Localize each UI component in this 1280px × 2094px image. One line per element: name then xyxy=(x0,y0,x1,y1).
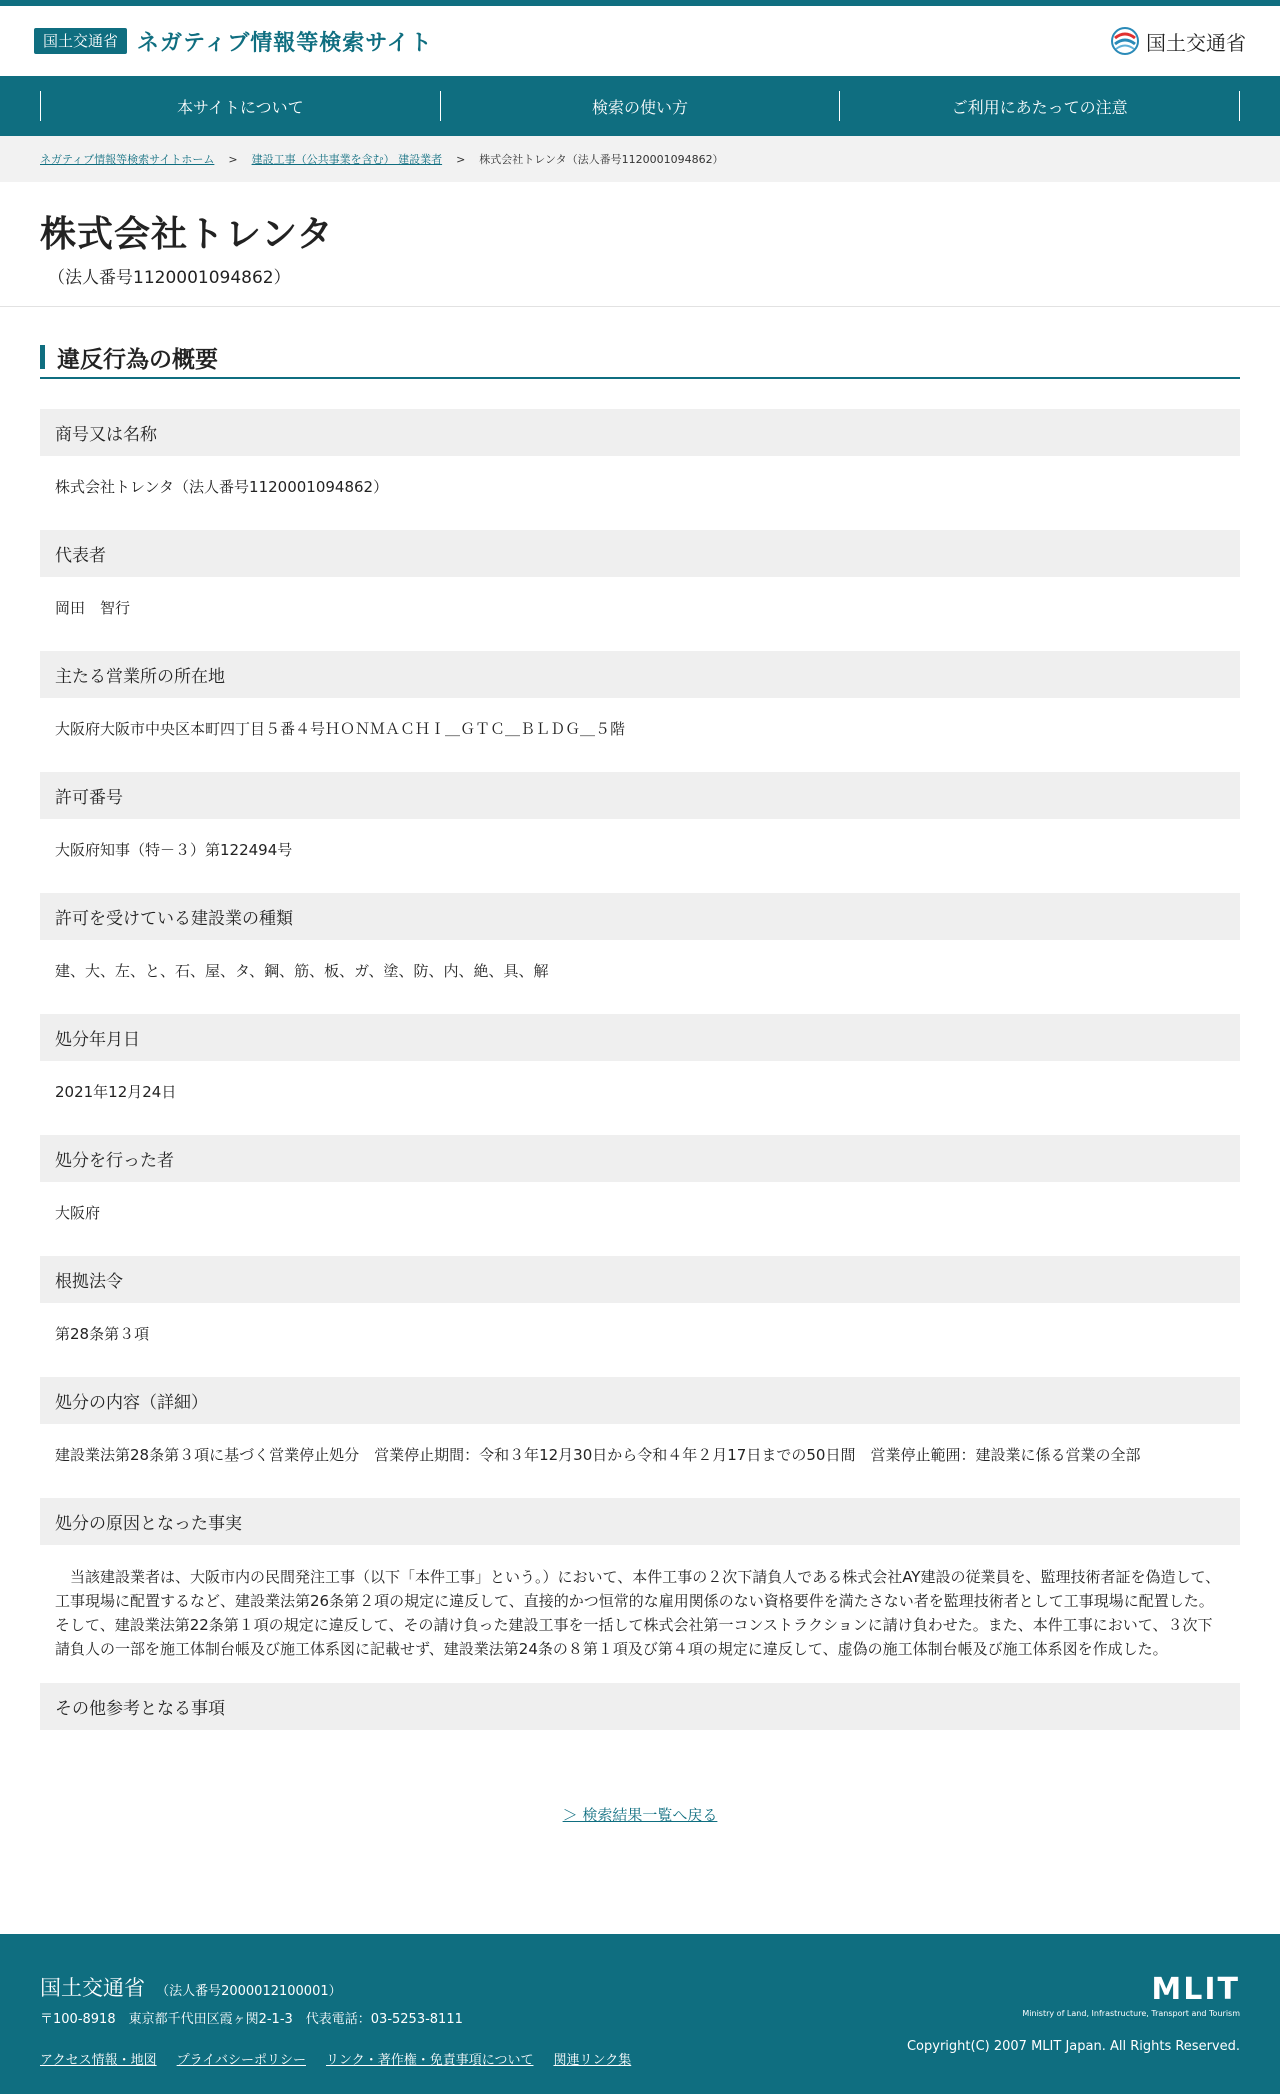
footer-org-name: 国土交通省 xyxy=(40,1976,145,2000)
copyright: Copyright(C) 2007 MLIT Japan. All Rights Reserved. xyxy=(906,2039,1240,2054)
section-title: 違反行為の概要 xyxy=(57,346,218,373)
section-heading xyxy=(40,343,1240,379)
field-label: 許可番号 xyxy=(40,772,1240,819)
ministry-name: 国土交通省 xyxy=(1146,30,1246,55)
field-value: 大阪府 xyxy=(55,1204,101,1222)
field-trade-name xyxy=(40,409,1240,530)
field-value: 岡田 智行 xyxy=(55,599,131,617)
breadcrumb xyxy=(0,136,1280,182)
field-representative xyxy=(40,530,1240,651)
footer-link-access[interactable]: アクセス情報・地図 xyxy=(40,2053,157,2068)
nav-item-about[interactable]: 本サイトについて xyxy=(40,91,440,121)
back-link-area xyxy=(40,1790,1240,1922)
breadcrumb-home-link[interactable]: ネガティブ情報等検索サイトホーム xyxy=(40,153,215,166)
field-main-office-address xyxy=(40,651,1240,772)
field-disposition-details xyxy=(40,1377,1240,1498)
breadcrumb-category-link[interactable]: 建設工事（公共事業を含む） 建設業者 xyxy=(251,153,443,166)
mlit-logo[interactable] xyxy=(1110,26,1246,56)
breadcrumb-separator: > xyxy=(456,152,466,166)
corporate-number: （法人番号1120001094862） xyxy=(48,268,291,288)
company-title-block xyxy=(0,182,1280,307)
field-value: 大阪府大阪市中央区本町四丁目５番４号ＨＯＮＭＡＣＨＩ＿ＧＴＣ＿ＢＬＤＧ＿５階 xyxy=(55,720,626,738)
back-to-results-link[interactable]: ＞ 検索結果一覧へ戻る xyxy=(562,1806,718,1824)
site-name: ネガティブ情報等検索サイト xyxy=(137,30,433,56)
field-label: 商号又は名称 xyxy=(40,409,1240,456)
site-logo[interactable] xyxy=(34,26,433,57)
site-footer xyxy=(0,1934,1280,2094)
footer-links xyxy=(40,2049,631,2068)
field-other-references xyxy=(40,1683,1240,1790)
field-label: 処分年月日 xyxy=(40,1014,1240,1061)
field-label: 主たる営業所の所在地 xyxy=(40,651,1240,698)
page-title: 株式会社トレンタ xyxy=(40,214,334,255)
field-value: 当該建設業者は、大阪市内の民間発注工事（以下「本件工事」という。）において、本件工事の２次下請負人である株式会社AY建設の従業員を、監理技術者証を偽造して、工事現場に配置するなど、建設業法第26条第２項の規定に違反して、直接的かつ恒常的な雇用関係のない資格要件を満たさない者を監理技術者として工事現場に配置した。 そして、建設業法第22条第１項の規定に違反して、その請け負った建設工事を一括して株式会社第一コンストラクションに請け負わせた。また、本件工事において、３次下請負人の一部を施工体制台帳及び施工体系図に記載せず、建設業法第24条の８第１項及び第４項の規定に違反して、虚偽の施工体制台帳及び施工体系図を作成した。 xyxy=(55,1568,1222,1658)
field-business-types xyxy=(40,893,1240,1014)
field-value: 建、大、左、と、石、屋、タ、鋼、筋、板、ガ、塗、防、内、絶、具、解 xyxy=(55,962,549,980)
site-header xyxy=(0,6,1280,76)
field-value: 2021年12月24日 xyxy=(55,1083,177,1101)
field-label: 処分を行った者 xyxy=(40,1135,1240,1182)
field-disposing-authority xyxy=(40,1135,1240,1256)
field-legal-basis xyxy=(40,1256,1240,1377)
footer-link-privacy[interactable]: プライバシーポリシー xyxy=(176,2053,306,2068)
footer-address: 〒100-8918 東京都千代田区霞ヶ関2-1-3 代表電話：03-5253-8111 xyxy=(40,2012,463,2027)
footer-org-number: （法人番号2000012100001） xyxy=(156,1984,342,1999)
nav-item-notes[interactable]: ご利用にあたっての注意 xyxy=(839,91,1240,121)
nav-item-how-to-search[interactable]: 検索の使い方 xyxy=(440,91,840,121)
field-disposition-date xyxy=(40,1014,1240,1135)
field-value: 株式会社トレンタ（法人番号1120001094862） xyxy=(55,478,389,496)
field-label: 処分の内容（詳細） xyxy=(40,1377,1240,1424)
field-label: 根拠法令 xyxy=(40,1256,1240,1303)
mlit-wordmark: MLIT xyxy=(1151,1972,1240,2007)
field-label: 代表者 xyxy=(40,530,1240,577)
field-label: その他参考となる事項 xyxy=(40,1683,1240,1730)
section-heading-bar xyxy=(40,345,45,369)
field-value: 第28条第３項 xyxy=(55,1325,150,1343)
field-value: 建設業法第28条第３項に基づく営業停止処分 営業停止期間：令和３年12月30日から令和４年２月17日までの50日間 営業停止範囲：建設業に係る営業の全部 xyxy=(55,1446,1141,1464)
mlit-emblem-icon xyxy=(1110,26,1140,56)
main-nav xyxy=(0,76,1280,136)
footer-link-related[interactable]: 関連リンク集 xyxy=(553,2053,632,2068)
field-cause-facts xyxy=(40,1498,1240,1683)
footer-org-info xyxy=(40,1972,631,2068)
main-content xyxy=(0,307,1280,1922)
mlit-footer-logo xyxy=(1022,1972,1240,2018)
field-label: 処分の原因となった事実 xyxy=(40,1498,1240,1545)
field-value xyxy=(40,1730,1240,1790)
breadcrumb-separator: > xyxy=(228,152,238,166)
field-permit-number xyxy=(40,772,1240,893)
mlit-wordmark-subtitle: Ministry of Land, Infrastructure, Transport and Tourism xyxy=(1022,2009,1240,2018)
field-value: 大阪府知事（特－３）第122494号 xyxy=(55,841,293,859)
breadcrumb-current: 株式会社トレンタ（法人番号1120001094862） xyxy=(479,153,724,166)
field-label: 許可を受けている建設業の種類 xyxy=(40,893,1240,940)
footer-link-copyright[interactable]: リンク・著作権・免責事項について xyxy=(325,2053,534,2068)
ministry-badge: 国土交通省 xyxy=(34,28,127,55)
